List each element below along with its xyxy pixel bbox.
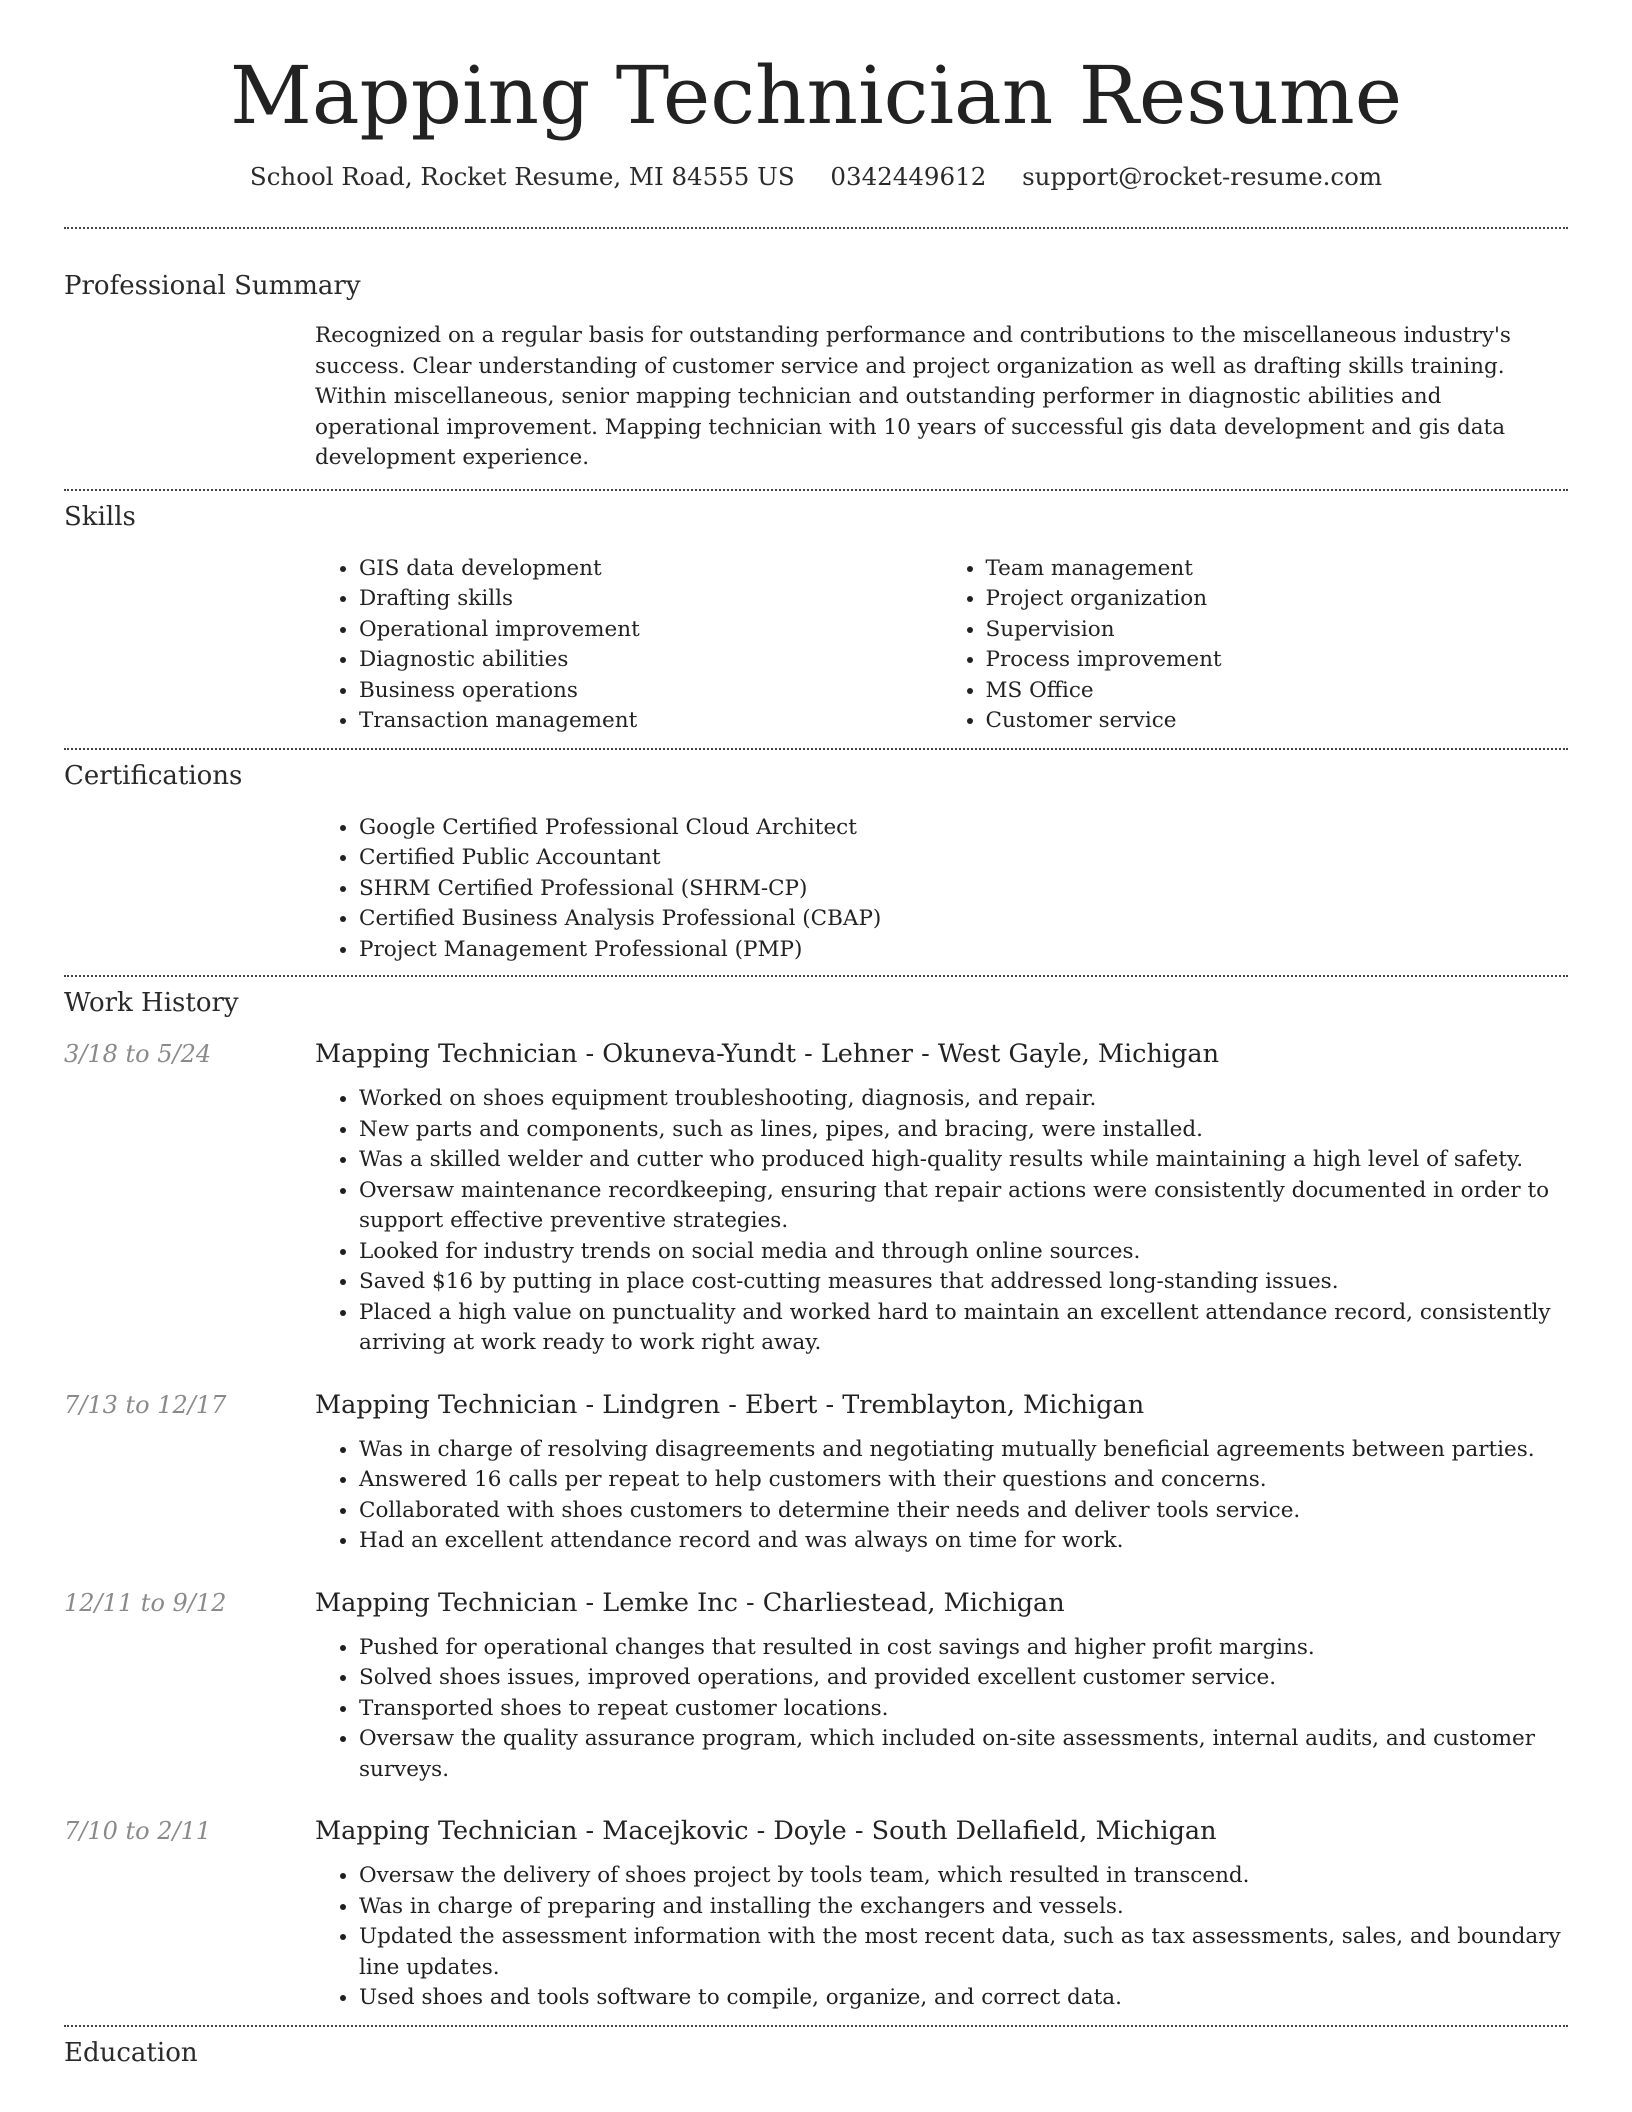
list-item: • Certified Public Accountant [359, 843, 1568, 874]
contact-line [64, 162, 1568, 191]
list-item: • MS Office [986, 676, 1569, 707]
list-item: • Oversaw the delivery of shoes project by tools team, which resulted in transcend. [359, 1861, 1568, 1892]
certifications-section [64, 750, 1568, 966]
job-date: 7/10 to 2/11 [64, 1817, 212, 1845]
list-item: • Pushed for operational changes that resulted in cost savings and higher profit margins. [359, 1633, 1568, 1664]
list-item: • Project Management Professional (PMP) [359, 935, 1568, 966]
list-item: • Solved shoes issues, improved operations, and provided excellent customer service. [359, 1663, 1568, 1694]
work-heading: Work History [64, 988, 239, 1018]
list-item: • Project organization [986, 584, 1569, 615]
certifications-list [315, 813, 1568, 966]
resume-title: Mapping Technician Resume [229, 49, 1403, 142]
education-heading: Education [64, 2037, 198, 2068]
job-entry [64, 1815, 1568, 2014]
list-item: • Google Certified Professional Cloud Architect [359, 813, 1568, 844]
job-bullets [315, 1861, 1568, 2014]
list-item: • Was in charge of preparing and installing the exchangers and vessels. [359, 1892, 1568, 1923]
job-date: 12/11 to 9/12 [64, 1588, 227, 1617]
contact-address: School Road, Rocket Resume, MI 84555 US [249, 162, 795, 191]
list-item: • Saved $16 by putting in place cost-cutting measures that addressed long-standing issues. [359, 1267, 1568, 1298]
list-item: • GIS data development [359, 554, 942, 585]
education-section [64, 2027, 1568, 2068]
list-item: • Oversaw the quality assurance program, which included on-site assessments, internal audits, and customer surveys. [359, 1724, 1568, 1785]
list-item: • Had an excellent attendance record and was always on time for work. [359, 1526, 1568, 1557]
job-date: 3/18 to 5/24 [64, 1040, 212, 1068]
list-item: • Diagnostic abilities [359, 645, 942, 676]
contact-email: support@rocket-resume.com [1022, 162, 1383, 191]
list-item: • Used shoes and tools software to compile, organize, and correct data. [359, 1983, 1568, 2014]
work-section [64, 977, 1568, 2014]
skills-list-left [315, 554, 942, 737]
job-title: Mapping Technician - Macejkovic - Doyle - South Dellafield, Michigan [315, 1816, 1217, 1846]
list-item: • Oversaw maintenance recordkeeping, ensuring that repair actions were consistently documented in order to support effective preventive strategies. [359, 1176, 1568, 1237]
list-item: • Transported shoes to repeat customer locations. [359, 1694, 1568, 1725]
list-item: • Was in charge of resolving disagreements and negotiating mutually beneficial agreements between parties. [359, 1435, 1568, 1466]
skills-section [64, 491, 1568, 737]
list-item: • New parts and components, such as lines, pipes, and bracing, were installed. [359, 1115, 1568, 1146]
job-bullets [315, 1633, 1568, 1786]
summary-section [64, 229, 1568, 474]
job-title: Mapping Technician - Okuneva-Yundt - Lehner - West Gayle, Michigan [315, 1039, 1219, 1069]
skills-grid [315, 554, 1568, 737]
summary-text: Recognized on a regular basis for outstanding performance and contributions to the miscellaneous industry's success. Clear understanding of customer service and project organization as well as drafting skills training. Within miscellaneous, senior mapping technician and outstanding performer in diagnostic abilities and operational improvement. Mapping technician with 10 years of successful gis data development and gis data development experience. [315, 323, 1511, 470]
certifications-heading: Certifications [64, 760, 243, 791]
job-details [315, 1389, 1568, 1557]
skills-heading: Skills [64, 501, 136, 532]
list-item: • Transaction management [359, 706, 942, 737]
job-details [315, 1815, 1568, 2014]
list-item: • Customer service [986, 706, 1569, 737]
job-details [315, 1038, 1568, 1359]
summary-heading: Professional Summary [64, 271, 361, 301]
skills-list-right [942, 554, 1569, 737]
contact-phone: 0342449612 [830, 162, 987, 191]
job-details [315, 1587, 1568, 1786]
list-item: • Worked on shoes equipment troubleshooting, diagnosis, and repair. [359, 1084, 1568, 1115]
job-entry [64, 1389, 1568, 1557]
certifications-body [315, 813, 1568, 966]
list-item: • Team management [986, 554, 1569, 585]
job-bullets [315, 1084, 1568, 1359]
job-entry [64, 1587, 1568, 1786]
job-title: Mapping Technician - Lindgren - Ebert - Tremblayton, Michigan [315, 1389, 1145, 1420]
list-item: • Operational improvement [359, 615, 942, 646]
list-item: • Answered 16 calls per repeat to help customers with their questions and concerns. [359, 1465, 1568, 1496]
list-item: • Certified Business Analysis Professional (CBAP) [359, 904, 1568, 935]
job-entry [64, 1038, 1568, 1359]
list-item: • Process improvement [986, 645, 1569, 676]
list-item: • Business operations [359, 676, 942, 707]
job-title: Mapping Technician - Lemke Inc - Charliestead, Michigan [315, 1587, 1065, 1618]
list-item: • Placed a high value on punctuality and worked hard to maintain an excellent attendance record, consistently arriving at work ready to work right away. [359, 1298, 1568, 1359]
list-item: • Supervision [986, 615, 1569, 646]
list-item: • SHRM Certified Professional (SHRM-CP) [359, 874, 1568, 905]
list-item: • Looked for industry trends on social media and through online sources. [359, 1237, 1568, 1268]
list-item: • Was a skilled welder and cutter who produced high-quality results while maintaining a high level of safety. [359, 1145, 1568, 1176]
list-item: • Updated the assessment information with the most recent data, such as tax assessments, sales, and boundary line updates. [359, 1922, 1568, 1983]
job-date: 7/13 to 12/17 [64, 1390, 227, 1419]
list-item: • Collaborated with shoes customers to determine their needs and deliver tools service. [359, 1496, 1568, 1527]
job-bullets [315, 1435, 1568, 1557]
list-item: • Drafting skills [359, 584, 942, 615]
resume-header [64, 0, 1568, 191]
